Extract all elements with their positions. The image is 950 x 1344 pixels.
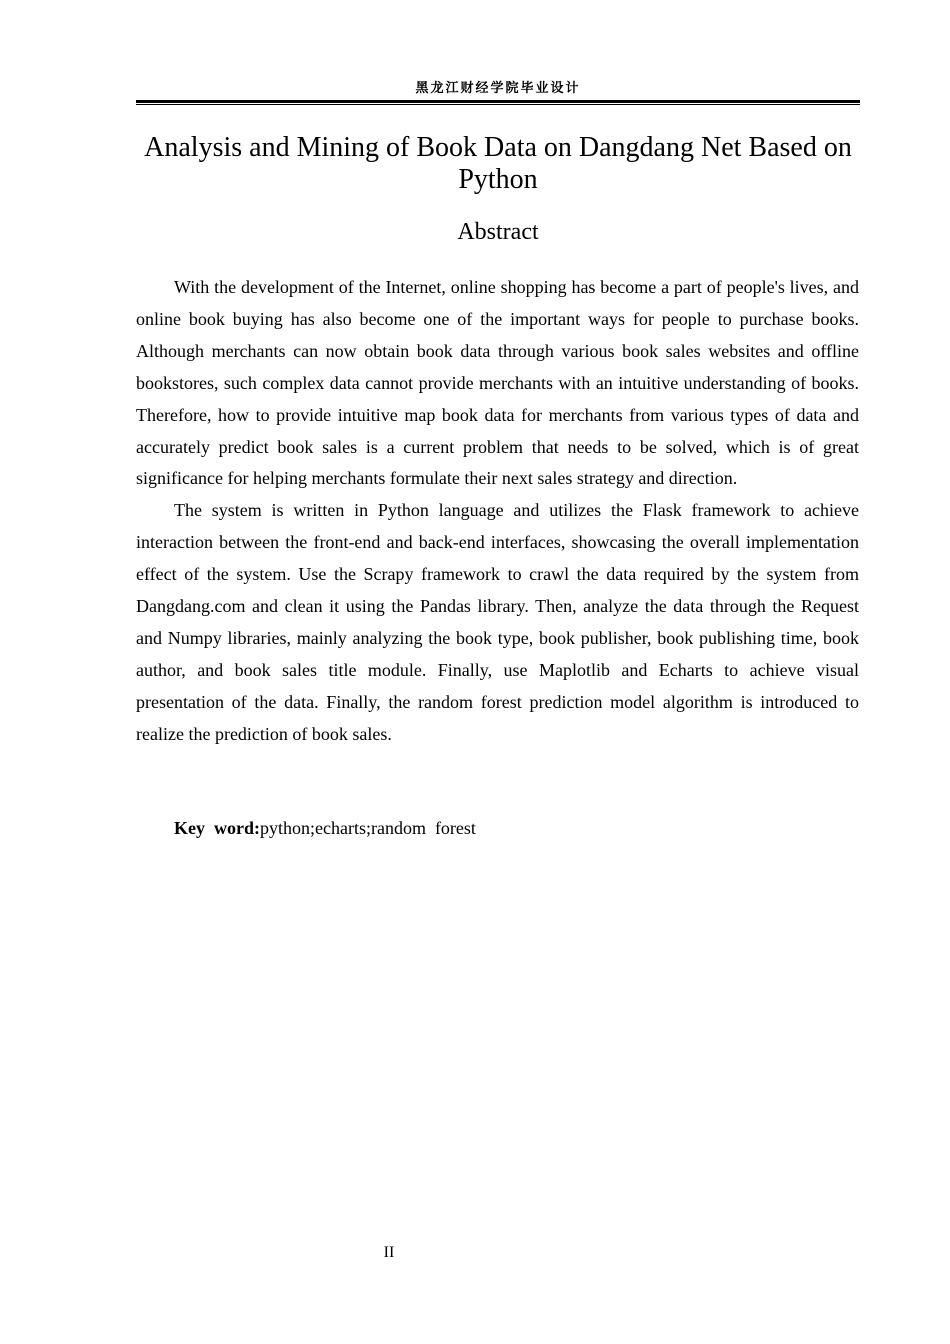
abstract-body xyxy=(136,272,859,751)
running-header: 黑龙江财经学院毕业设计 xyxy=(415,81,581,96)
keywords-line xyxy=(136,813,859,843)
abstract-paragraph-2: The system is written in Python language and utilizes the Flask framework to achieve interaction between the front-end and back-end interfaces, showcasing the overall implementation effect of the system. Use the Scrapy framework to crawl the data required by the system from Dangdang.com and clean it using the Pandas library. Then, analyze the data through the Request and Numpy libraries, mainly analyzing the book type, book publisher, book publishing time, book author, and book sales title module. Finally, use Maplotlib and Echarts to achieve visual presentation of the data. Finally, the random forest prediction model algorithm is introduced to realize the prediction of book sales. xyxy=(136,500,859,744)
page-number: II xyxy=(383,1244,395,1261)
abstract-heading: Abstract xyxy=(457,219,539,245)
abstract-paragraph-1: With the development of the Internet, online shopping has become a part of people's lives, and online book buying has also become one of the important ways for people to purchase books. Although merchants can now obtain book data through various book sales websites and offline bookstores, such complex data cannot provide merchants with an intuitive understanding of books. Therefore, how to provide intuitive map book data for merchants from various types of data and accurately predict book sales is a current problem that needs to be solved, which is of great significance for helping merchants formulate their next sales strategy and direction. xyxy=(136,277,859,489)
header-rule-thin xyxy=(136,104,860,105)
paper-title: Analysis and Mining of Book Data on Dangdang Net Based on Python xyxy=(144,132,852,195)
keywords-value: python;echarts;random forest xyxy=(259,818,476,838)
keywords-label: Key word: xyxy=(174,818,260,838)
header-rule-thick xyxy=(136,100,860,103)
